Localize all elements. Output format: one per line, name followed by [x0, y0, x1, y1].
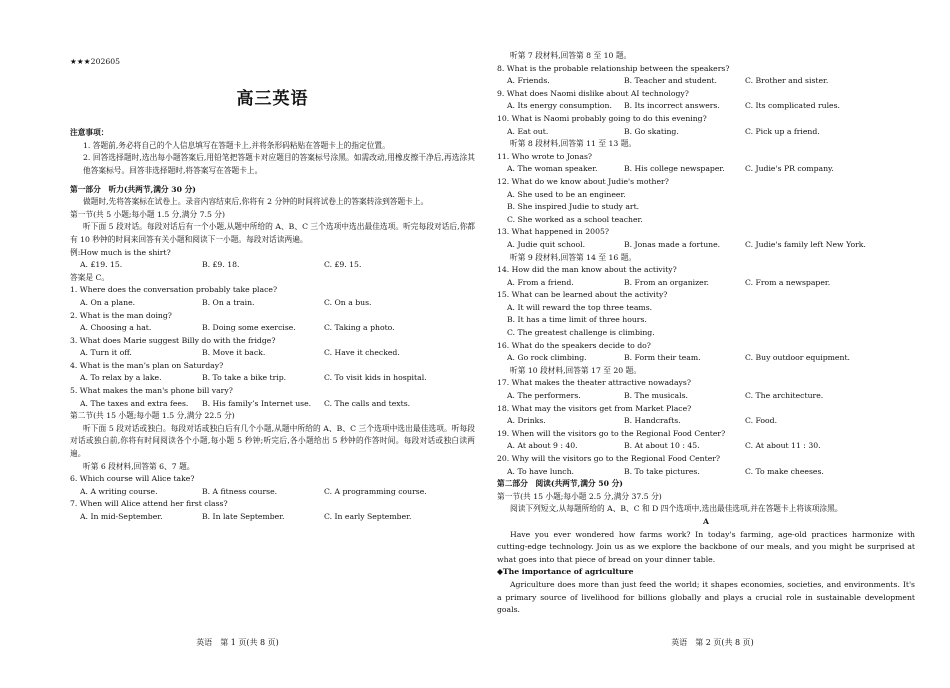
sec1-intro: 听下面 5 段对话。每段对话后有一个小题,从题中所给的 A、B、C 三个选项中选出最佳选项。听完每段对话后,你都有 10 秒钟的时间来回答有关小题和阅读下一小题。每段对话读两遍。	[70, 222, 475, 244]
option: C. The architecture.	[745, 391, 824, 401]
option: A. The woman speaker.	[507, 164, 598, 174]
question-4-options	[70, 372, 475, 385]
question-3: 3. What does Marie suggest Billy do with the fridge?	[70, 335, 276, 345]
option: A. £19. 15.	[80, 260, 123, 270]
question-19: 19. When will the visitors go to the Regional Food Center?	[497, 428, 726, 438]
option: C. She worked as a school teacher.	[507, 214, 643, 224]
option: B. £9. 18.	[202, 260, 240, 270]
question-4: 4. What is the man’s plan on Saturday?	[70, 360, 224, 370]
option: A. In mid-September.	[80, 512, 163, 521]
question-2-options	[70, 322, 475, 335]
question-20: 20. Why will the visitors go to the Regional Food Center?	[497, 454, 721, 463]
option: A. A writing course.	[80, 486, 158, 496]
material-6: 听第 6 段材料,回答第 6、7 题。	[83, 461, 195, 471]
option: C. The greatest challenge is climbing.	[507, 328, 655, 338]
question-20-options	[497, 466, 915, 479]
example-options	[70, 259, 475, 272]
question-13-options	[497, 239, 915, 252]
option: B. Handcrafts.	[624, 416, 681, 426]
question-12: 12. What do we know about Judie's mother?	[497, 176, 669, 186]
option: B. The musicals.	[624, 391, 688, 401]
option: B. In late September.	[202, 512, 285, 521]
option: A. Friends.	[507, 76, 550, 86]
question-9-options	[497, 100, 915, 113]
option: C. Judie's PR company.	[745, 164, 834, 174]
option: A. It will reward the top three teams.	[507, 302, 653, 312]
option: C. In early September.	[324, 512, 412, 521]
option: C. To visit kids in hospital.	[324, 373, 427, 383]
option: C. The calls and texts.	[324, 398, 411, 408]
option: B. At about 10 : 45.	[624, 441, 700, 451]
part1-intro: 做题时,先将答案标在试卷上。录音内容结束后,你将有 2 分钟的时间将试卷上的答案转涂到答题卡上。	[83, 197, 429, 207]
option: B. His college newspaper.	[624, 164, 725, 174]
page-1-footer: 英语 第 1 页(共 8 页)	[196, 638, 279, 648]
question-9: 9. What does Naomi dislike about AI technology?	[497, 88, 689, 98]
option: C. To make cheeses.	[745, 466, 824, 476]
option: C. Food.	[745, 416, 778, 426]
notice-item: 2. 回答选择题时,选出每小题答案后,用铅笔把答题卡对应题目的答案标号涂黑。如需改动,用橡皮擦干净后,再选涂其他答案标号。回答非选择题时,将答案写在答题卡上。	[83, 153, 475, 175]
option: C. A programming course.	[324, 486, 427, 496]
option: A. To have lunch.	[507, 466, 574, 476]
notice-title: 注意事项：	[70, 128, 109, 138]
option: A. She used to be an engineer.	[507, 189, 626, 199]
question-16-options	[497, 352, 915, 365]
option: A. From a friend.	[507, 277, 574, 287]
question-14-options	[497, 277, 915, 290]
page-2-content	[497, 50, 915, 617]
question-1: 1. Where does the conversation probably take place?	[70, 285, 278, 295]
passage-paragraph: Have you ever wondered how farms work? In today's farming, age-old practices harmonize with cutting-edge technology. Join us as we explore the backbone of our meals, and you might be surprised at what goes into that piece of bread on your dinner table.	[497, 529, 915, 564]
option: A. Its energy consumption.	[507, 101, 612, 111]
option: C. Taking a photo.	[324, 323, 395, 333]
option: B. Doing some exercise.	[202, 323, 296, 333]
question-19-options	[497, 440, 915, 453]
option: A. Choosing a hat.	[80, 323, 152, 333]
material-10: 听第 10 段材料,回答第 17 至 20 题。	[510, 365, 642, 375]
page-2-footer: 英语 第 2 页(共 8 页)	[671, 638, 754, 648]
passage-letter: A	[703, 516, 709, 526]
question-7-options	[70, 511, 475, 524]
question-17: 17. What makes the theater attractive nowadays?	[497, 378, 691, 388]
question-8: 8. What is the probable relationship between the speakers?	[497, 63, 730, 73]
reading-sec1-title: 第一节(共 15 小题;每小题 2.5 分,满分 37.5 分)	[497, 491, 662, 501]
option: C. Pick up a friend.	[745, 126, 820, 136]
question-3-options	[70, 347, 475, 360]
option: B. She inspired Judie to study art.	[507, 202, 640, 212]
question-16: 16. What do the speakers decide to do?	[497, 340, 651, 350]
option: C. On a bus.	[324, 297, 372, 307]
question-5: 5. What makes the man's phone bill vary?	[70, 386, 233, 396]
option: B. On a train.	[202, 297, 255, 307]
material-8: 听第 8 段材料,回答第 11 至 13 题。	[510, 139, 637, 149]
option: B. Teacher and student.	[624, 76, 717, 86]
option: C. Its complicated rules.	[745, 101, 840, 111]
option: B. To take pictures.	[624, 466, 700, 476]
option: A. Turn it off.	[80, 348, 132, 358]
page-1-content	[70, 56, 475, 524]
question-10-options	[497, 126, 915, 139]
question-11: 11. Who wrote to Jonas?	[497, 151, 593, 161]
option: B. From an organizer.	[624, 277, 709, 287]
question-13: 13. What happened in 2005?	[497, 227, 609, 237]
option: B. To take a bike trip.	[202, 373, 287, 383]
question-18: 18. What may the visitors get from Market Place?	[497, 403, 692, 413]
part2-title: 第二部分 阅读(共两节,满分 50 分)	[497, 479, 623, 489]
part1-title: 第一部分 听力(共两节,满分 30 分)	[70, 184, 196, 194]
option: B. Go skating.	[624, 126, 679, 136]
option: B. Jonas made a fortune.	[624, 239, 721, 249]
option: A. Go rock climbing.	[507, 353, 587, 363]
passage-subheading: ◆The importance of agriculture	[497, 567, 634, 577]
option: C. Buy outdoor equipment.	[745, 353, 850, 363]
sec1-title: 第一节(共 5 小题;每小题 1.5 分,满分 7.5 分)	[70, 209, 225, 219]
sec2-title: 第二节(共 15 小题;每小题 1.5 分,满分 22.5 分)	[70, 411, 235, 421]
question-17-options	[497, 390, 915, 403]
question-2: 2. What is the man doing?	[70, 310, 172, 320]
question-18-options	[497, 415, 915, 428]
question-1-options	[70, 297, 475, 310]
passage-paragraph: Agriculture does more than just feed the world; it shapes economies, societies, and environments. It's a primary source of livelihood for billions globally and plays a crucial role in sustainable development goals.	[497, 579, 915, 615]
question-6-options	[70, 486, 475, 499]
option: A. To relax by a lake.	[80, 373, 162, 383]
question-5-options	[70, 398, 475, 411]
option: C. £9. 15.	[324, 260, 362, 270]
question-10: 10. What is Naomi probably going to do this evening?	[497, 113, 707, 123]
option: A. At about 9 : 40.	[507, 441, 578, 451]
option: C. Have it checked.	[324, 348, 400, 358]
material-9: 听第 9 段材料,回答第 14 至 16 题。	[510, 252, 637, 262]
reading-sec1-intro: 阅读下列短文,从每题所给的 A、B、C 和 D 四个选项中,选出最佳选项,并在答题卡上将该项涂黑。	[510, 504, 843, 514]
question-6: 6. Which course will Alice take?	[70, 474, 195, 484]
page-2	[475, 0, 950, 688]
option: C. At about 11 : 30.	[745, 441, 821, 451]
material-7: 听第 7 段材料,回答第 8 至 10 题。	[510, 51, 632, 60]
option: A. Drinks.	[507, 416, 546, 426]
exam-title: 高三英语	[236, 88, 309, 109]
example-question: 例:How much is the shirt?	[70, 247, 171, 257]
option: B. A fitness course.	[202, 486, 278, 496]
question-15: 15. What can be learned about the activity?	[497, 290, 668, 300]
option: B. Form their team.	[624, 353, 701, 363]
option: B. His family’s Internet use.	[202, 398, 312, 408]
option: C. Judie's family left New York.	[745, 239, 866, 249]
option: A. Eat out.	[507, 126, 549, 136]
option: C. Brother and sister.	[745, 76, 829, 86]
option: A. The taxes and extra fees.	[80, 398, 189, 408]
option: B. It has a time limit of three hours.	[507, 315, 647, 325]
option: C. From a newspaper.	[745, 277, 831, 287]
option: B. Move it back.	[202, 348, 266, 358]
option: B. Its incorrect answers.	[624, 101, 720, 111]
option: A. Judie quit school.	[507, 239, 586, 249]
exam-code: ★★★202605	[70, 57, 121, 66]
question-7: 7. When will Alice attend her first class?	[70, 499, 228, 509]
notice-item: 1. 答题前,务必将自己的个人信息填写在答题卡上,并将条形码粘贴在答题卡上的指定位置。	[83, 140, 390, 150]
example-answer: 答案是 C。	[70, 272, 110, 282]
question-8-options	[497, 75, 915, 88]
question-14: 14. How did the man know about the activity?	[497, 265, 677, 275]
option: A. The performers.	[507, 391, 581, 401]
question-11-options	[497, 163, 915, 176]
sec2-intro: 听下面 5 段对话或独白。每段对话或独白后有几个小题,从题中所给的 A、B、C 三个选项中选出最佳选项。听每段对话或独白前,你将有时间阅读各个小题,每小题 5 秒钟;听完后,各小题给出 5 秒钟的作答时间。每段对话或独白读两遍。	[70, 423, 475, 459]
option: A. On a plane.	[80, 297, 136, 307]
